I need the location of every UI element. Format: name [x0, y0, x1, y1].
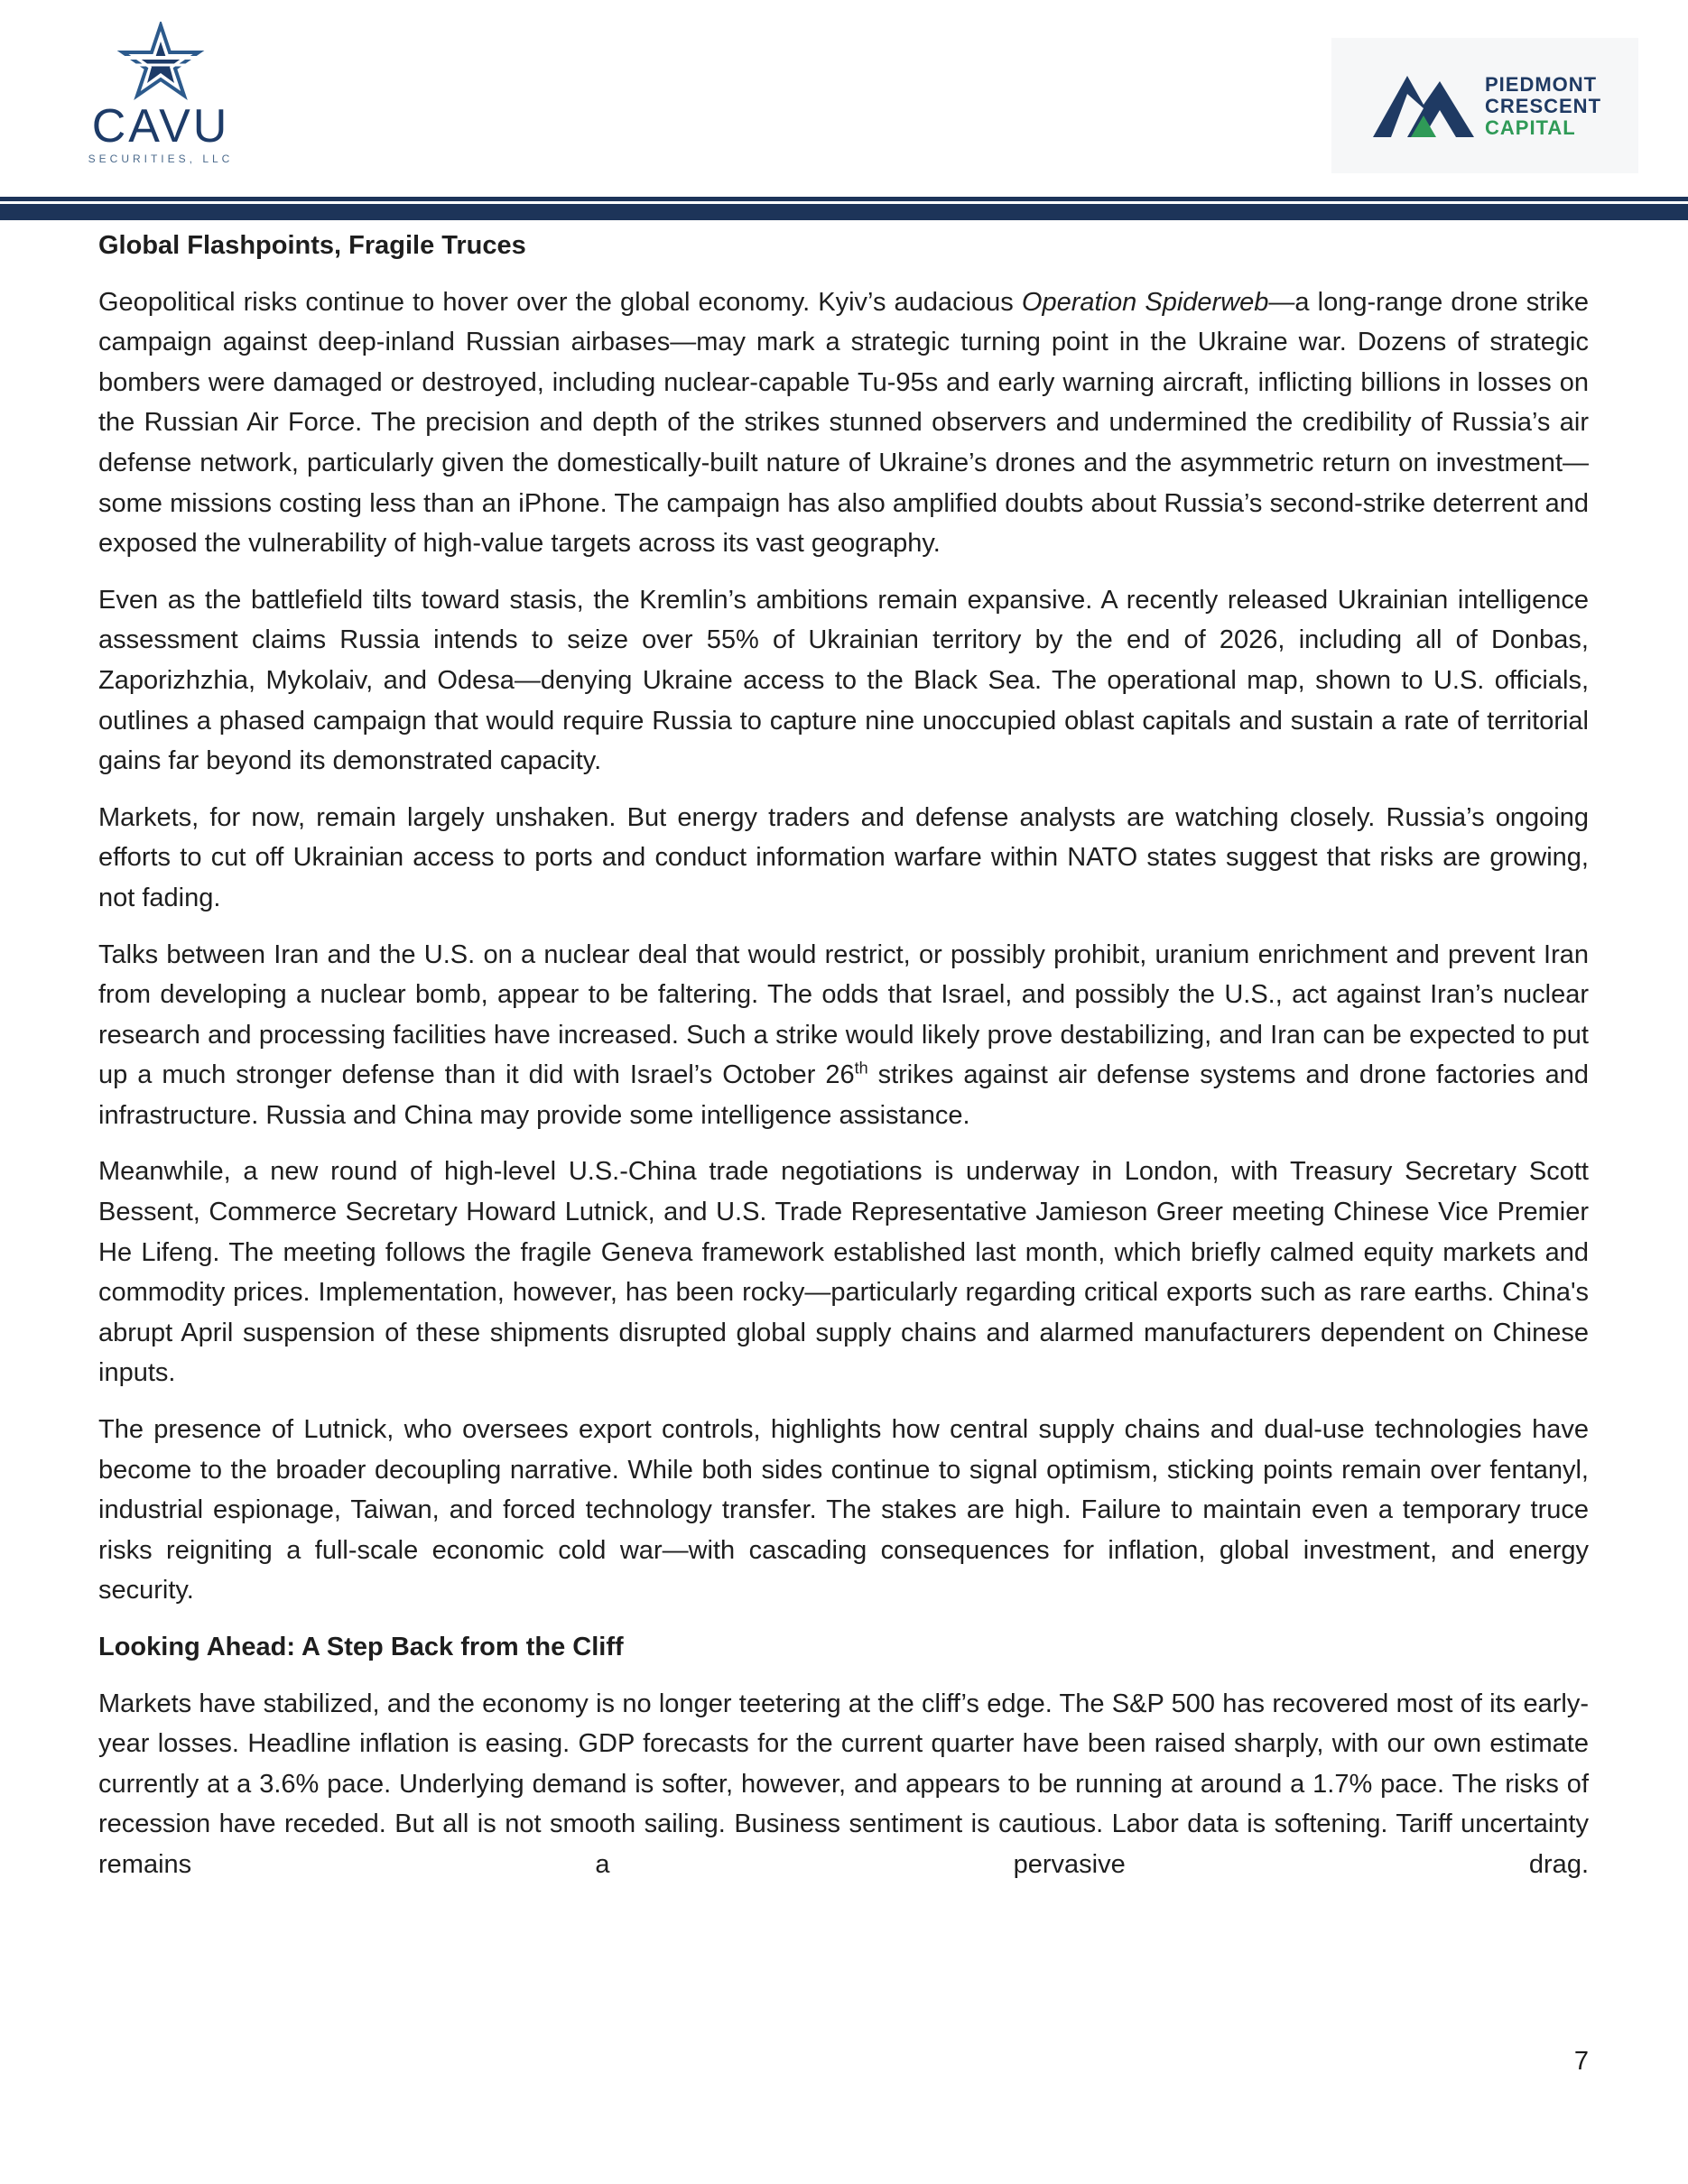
paragraph-iran-talks: [98, 935, 1589, 1136]
pcc-logo-line1: PIEDMONT: [1485, 73, 1598, 96]
page-header: [0, 0, 1688, 226]
ordinal-suffix: th: [854, 1059, 868, 1078]
page-number: 7: [1573, 2047, 1589, 2076]
paragraph-text: strikes against air defense systems and drone factories and infrastructure. Russia and China may provide some intelligence assistance.: [98, 1060, 1590, 1130]
paragraph-spiderweb: [98, 282, 1589, 564]
paragraph-lutnick: The presence of Lutnick, who oversees export controls, highlights how central supply chains and dual-use technologies have become to the broader decoupling narrative. While both sides continue to signal optimism, sticking points remain over fentanyl, industrial espionage, Taiwan, and forced technology transfer. The stakes are high. Failure to maintain even a temporary truce risks reigniting a full-scale economic cold war—with cascading consequences for inflation, global investment, and energy security.: [98, 1415, 1589, 1606]
paragraph-markets-stabilized: Markets have stabilized, and the economy is no longer teetering at the cliff’s edge. The S&P 500 has recovered most of its early-year losses. Headline inflation is easing. GDP forecasts for the current quarter have been raised sharply, with our own estimate currently at a 3.6% pace. Underlying demand is softer, however, and appears to be running at around a 1.7% pace. The risks of recession have receded. But all is not smooth sailing. Business sentiment is cautious. Labor data is softening. Tariff uncertainty remains a pervasive drag.: [98, 1689, 1589, 1879]
section-heading-looking-ahead: Looking Ahead: A Step Back from the Cliff: [98, 1633, 624, 1661]
pcc-logo-line2: CRESCENT: [1485, 95, 1602, 117]
paragraph-kremlin-ambitions: Even as the battlefield tilts toward stasis, the Kremlin’s ambitions remain expansive. A recently released Ukrainian intelligence assessment claims Russia intends to seize over 55% of Ukrainian territory by the end of 2026, including all of Donbas, Zaporizhzhia, Mykolaiv, and Odesa—denying Ukraine access to the Black Sea. The operational map, shown to U.S. officials, outlines a phased campaign that would require Russia to capture nine unoccupied oblast capitals and sustain a rate of territorial gains far beyond its demonstrated capacity.: [98, 585, 1589, 776]
operation-name: Operation Spiderweb: [1021, 287, 1269, 317]
article-body: [98, 226, 1589, 1885]
paragraph-us-china-trade: Meanwhile, a new round of high-level U.S.-China trade negotiations is underway in London, with Treasury Secretary Scott Bessent, Commerce Secretary Howard Lutnick, and U.S. Trade Representative Jamieson Greer meeting Chinese Vice Premier He Lifeng. The meeting follows the fragile Geneva framework established last month, which briefly calmed equity markets and commodity prices. Implementation, however, has been rocky—particularly regarding critical exports such as rare earths. China's abrupt April suspension of these shipments disrupted global supply chains and alarmed manufacturers dependent on Chinese inputs.: [98, 1157, 1589, 1388]
star-icon: [79, 22, 242, 103]
paragraph-text: —a long-range drone strike campaign against deep-inland Russian airbases—may mark a strategic turning point in the Ukraine war. Dozens of strategic bombers were damaged or destroyed, including nuclear-capable Tu-95s and early warning aircraft, inflicting billions in losses on the Russian Air Force. The precision and depth of the strikes stunned observers and undermined the credibility of Russia’s air defense network, particularly given the domestically-built nature of Ukraine’s drones and the asymmetric return on investment—some missions costing less than an iPhone. The campaign has also amplified doubts about Russia’s second-strike deterrent and exposed the vulnerability of high-value targets across its vast geography.: [98, 287, 1589, 559]
section-heading-flashpoints: Global Flashpoints, Fragile Truces: [98, 231, 526, 260]
paragraph-markets-unshaken: Markets, for now, remain largely unshaken. But energy traders and defense analysts are watching closely. Russia’s ongoing efforts to cut off Ukrainian access to ports and conduct information warfare within NATO states suggest that risks are growing, not fading.: [98, 802, 1589, 912]
cavu-logo-subtitle: SECURITIES, LLC: [88, 153, 234, 165]
piedmont-crescent-capital-logo: [1331, 38, 1638, 173]
cavu-logo-name: CAVU: [91, 100, 230, 153]
paragraph-text: Geopolitical risks continue to hover over the global economy. Kyiv’s audacious: [98, 287, 1022, 317]
paragraph-text: Talks between Iran and the U.S. on a nuclear deal that would restrict, or possibly prohibit, uranium enrichment and prevent Iran from developing a nuclear bomb, appear to be faltering. The odds that Israel, and possibly the U.S., act against Iran’s nuclear research and processing facilities have increased. Such a strike would likely prove destabilizing, and Iran can be expected to put up a much stronger defense than it did with Israel’s October 26: [98, 939, 1589, 1090]
mountain-icon: [1369, 69, 1478, 141]
pcc-logo-line3: CAPITAL: [1485, 116, 1576, 139]
header-divider: [0, 197, 1688, 220]
cavu-securities-logo: [79, 22, 242, 175]
